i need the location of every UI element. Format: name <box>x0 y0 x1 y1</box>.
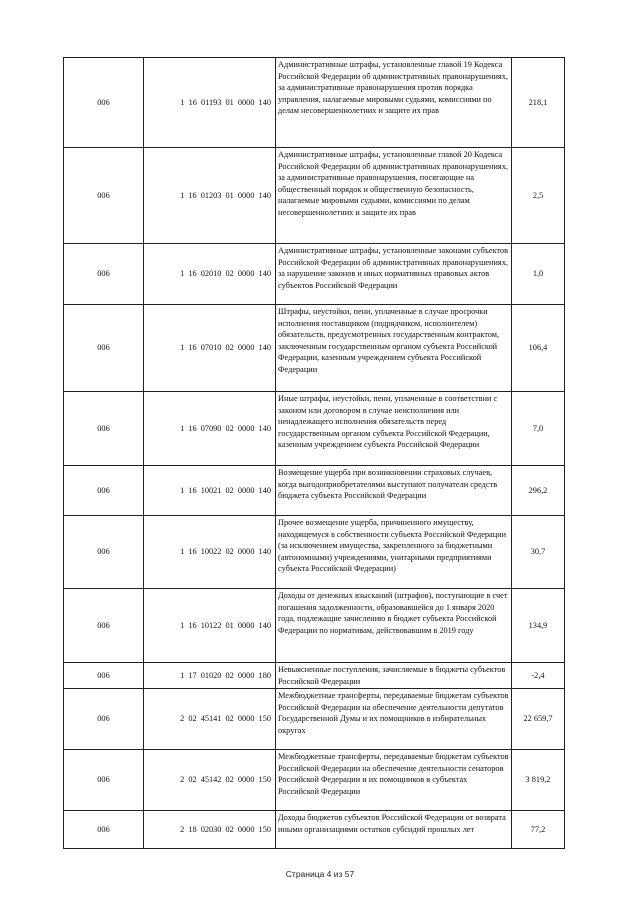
kbk-code-cell: 1 16 02010 02 0000 140 <box>144 244 276 305</box>
amount-cell: 30,7 <box>512 516 565 589</box>
amount-cell: 2,5 <box>512 148 565 244</box>
revenue-name-cell: Прочее возмещение ущерба, причиненного имуществу, находящемуся в собственности субъекта Российской Федерации (за исключением имущества, закрепленного за бюджетными (автономными) учреждениями, унитарными предприятиями субъекта Российской Федерации) <box>276 516 512 589</box>
revenue-name-cell: Доходы от денежных взысканий (штрафов), поступающие в счет погашения задолженности, образовавшейся до 1 января 2020 года, подлежащие зачислению в бюджет субъекта Российской Федерации по нормативам, действовавшим в 2019 году <box>276 589 512 663</box>
admin-code-cell: 006 <box>64 58 144 148</box>
table-row <box>64 148 565 244</box>
revenue-name-cell: Административные штрафы, установленные главой 20 Кодекса Российской Федерации об административных правонарушениях, за административные правонарушения, посягающие на общественный порядок и общественную безопасность, налагаемые мировыми судьями, комиссиями по делам несовершеннолетних и защите их прав <box>276 148 512 244</box>
revenue-name-cell: Доходы бюджетов субъектов Российской Федерации от возврата иными организациями остатков субсидий прошлых лет <box>276 811 512 849</box>
amount-cell: 296,2 <box>512 466 565 516</box>
kbk-code-cell: 2 02 45142 02 0000 150 <box>144 750 276 811</box>
revenue-name-cell: Межбюджетные трансферты, передаваемые бюджетам субъектов Российской Федерации на обеспечение деятельности депутатов Государственной Думы и их помощников в избирательных округах <box>276 689 512 750</box>
admin-code-cell: 006 <box>64 466 144 516</box>
kbk-code-cell: 1 16 07090 02 0000 140 <box>144 392 276 466</box>
table-row <box>64 750 565 811</box>
revenue-table <box>63 57 565 849</box>
table-row <box>64 663 565 689</box>
revenue-name-cell: Административные штрафы, установленные главой 19 Кодекса Российской Федерации об административных правонарушениях, за административные правонарушения против порядка управления, налагаемые мировыми судьями, комиссиями по делам несовершеннолетних и защите их прав <box>276 58 512 148</box>
amount-cell: 22 659,7 <box>512 689 565 750</box>
admin-code-cell: 006 <box>64 392 144 466</box>
kbk-code-cell: 1 16 01203 01 0000 140 <box>144 148 276 244</box>
page-number: Страница 4 из 57 <box>285 869 355 879</box>
table-row <box>64 516 565 589</box>
kbk-code-cell: 1 16 10021 02 0000 140 <box>144 466 276 516</box>
amount-cell: 218,1 <box>512 58 565 148</box>
kbk-code-cell: 2 18 02030 02 0000 150 <box>144 811 276 849</box>
kbk-code-cell: 1 16 01193 01 0000 140 <box>144 58 276 148</box>
revenue-name-cell: Штрафы, неустойки, пени, уплаченные в случае просрочки исполнения поставщиком (подрядчиком, исполнителем) обязательств, предусмотренных государственным контрактом, заключенным государственным органом субъекта Российской Федерации, казенным учреждением субъекта Российской Федерации <box>276 305 512 392</box>
revenue-name-cell: Межбюджетные трансферты, передаваемые бюджетам субъектов Российской Федерации на обеспечение деятельности сенаторов Российской Федерации и их помощников в субъектах Российской Федерации <box>276 750 512 811</box>
amount-cell: -2,4 <box>512 663 565 689</box>
table-row <box>64 811 565 849</box>
table-row <box>64 305 565 392</box>
kbk-code-cell: 1 16 07010 02 0000 140 <box>144 305 276 392</box>
amount-cell: 3 819,2 <box>512 750 565 811</box>
amount-cell: 106,4 <box>512 305 565 392</box>
table-row <box>64 58 565 148</box>
revenue-name-cell: Возмещение ущерба при возникновении страховых случаев, когда выгодоприобретателями выступают получатели средств бюджета субъекта Российской Федерации <box>276 466 512 516</box>
table-row <box>64 244 565 305</box>
kbk-code-cell: 2 02 45141 02 0000 150 <box>144 689 276 750</box>
kbk-code-cell: 1 17 01020 02 0000 180 <box>144 663 276 689</box>
table-row <box>64 589 565 663</box>
amount-cell: 77,2 <box>512 811 565 849</box>
admin-code-cell: 006 <box>64 750 144 811</box>
admin-code-cell: 006 <box>64 689 144 750</box>
admin-code-cell: 006 <box>64 244 144 305</box>
table-row <box>64 689 565 750</box>
amount-cell: 1,0 <box>512 244 565 305</box>
revenue-name-cell: Иные штрафы, неустойки, пени, уплаченные в соответствии с законом или договором в случае неисполнения или ненадлежащего исполнения обязательств перед государственным органом субъекта Российской Федерации, казенным учреждением субъекта Российской Федерации <box>276 392 512 466</box>
revenue-name-cell: Административные штрафы, установленные законами субъектов Российской Федерации об административных правонарушениях, за нарушение законов и иных нормативных правовых актов субъектов Российской Федерации <box>276 244 512 305</box>
admin-code-cell: 006 <box>64 663 144 689</box>
kbk-code-cell: 1 16 10122 01 0000 140 <box>144 589 276 663</box>
admin-code-cell: 006 <box>64 589 144 663</box>
admin-code-cell: 006 <box>64 148 144 244</box>
admin-code-cell: 006 <box>64 811 144 849</box>
amount-cell: 134,9 <box>512 589 565 663</box>
admin-code-cell: 006 <box>64 516 144 589</box>
table-row <box>64 466 565 516</box>
table-row <box>64 392 565 466</box>
amount-cell: 7,0 <box>512 392 565 466</box>
revenue-name-cell: Невыясненные поступления, зачисляемые в бюджеты субъектов Российской Федерации <box>276 663 512 689</box>
kbk-code-cell: 1 16 10022 02 0000 140 <box>144 516 276 589</box>
admin-code-cell: 006 <box>64 305 144 392</box>
